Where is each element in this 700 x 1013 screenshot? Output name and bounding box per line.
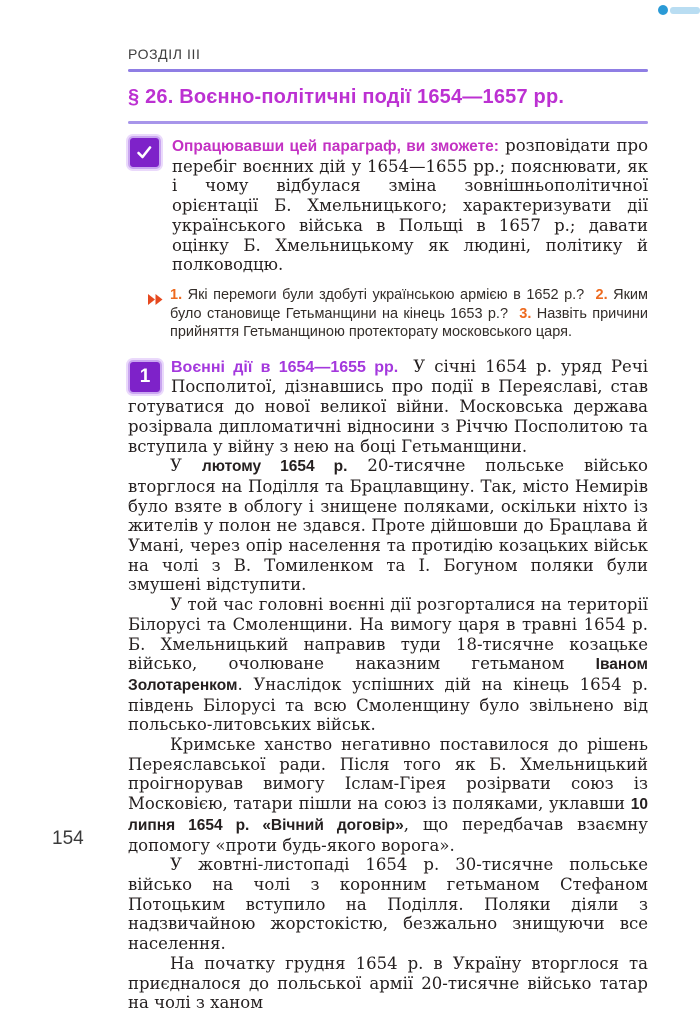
text-run: 20-тисячне польське військо вторглося на Поділля та Брацлавщину. Так, місто Немирів було взяте в облогу і знищене поляками, оскільки ніхто із жителів у полон не здався. Проте дійшовши до Брацлава й Умані, через опір населення та протидію козацьких військ на чолі з В. Томиленком та І. Богуном поляки були змушені відступити. <box>128 456 648 595</box>
body-paragraph <box>128 456 648 595</box>
questions-text <box>170 286 648 342</box>
checkmark-icon <box>128 136 161 169</box>
review-questions-block <box>148 286 648 342</box>
text-run: У той час головні воєнні дії розгорталися на території Білорусі та Смоленщини. На вимогу царя в травні 1654 р. Б. Хмельницький направив туди 18-тисячне козацьке військо, очолюване наказним гетьманом <box>128 595 648 674</box>
section-number: 1 <box>139 365 151 387</box>
divider-title <box>128 121 648 124</box>
text-run: , що передбачав взаємну допомогу «проти будь-якого ворога». <box>128 814 648 855</box>
question-text: Назвіть причини прийняття Гетьманщиною протекторату московського царя. <box>170 305 649 341</box>
bold-term: лютому 1654 р. <box>201 458 348 476</box>
section-1 <box>128 357 648 1013</box>
question-number: 2. <box>595 286 614 303</box>
chapter-label: РОЗДІЛ III <box>128 46 201 62</box>
page-number: 154 <box>52 828 84 849</box>
section-number-badge <box>128 360 162 394</box>
objectives-lead: Опрацювавши цей параграф, ви зможете: <box>172 138 499 155</box>
publisher-logo-icon <box>658 5 668 15</box>
text-run: На початку грудня 1654 р. в Україну вторглося та приєдналося до польської армії 20-тисячне військо татар на чолі з ханом <box>128 953 648 1013</box>
divider-top <box>128 69 648 72</box>
text-run: У жовтні-листопаді 1654 р. 30-тисячне польське військо на чолі з коронним гетьманом Стефаном Потоцьким вступило на Поділля. Поляки діяли з надзвичайною жорстокістю, безжально знищуючи все населення. <box>128 855 648 954</box>
text-run: . Унаслідок успішних дій на кінець 1654 р. південь Білорусі та всю Смоленщину було звільнено від польсько-литовських військ. <box>128 674 648 735</box>
body-paragraph <box>128 954 648 1013</box>
body-paragraph <box>128 595 648 735</box>
body-paragraph <box>128 735 648 855</box>
section-intro-paragraph <box>128 357 648 457</box>
question-number: 3. <box>519 305 537 322</box>
body-paragraphs <box>128 456 648 1013</box>
objectives-block <box>128 136 648 275</box>
bold-term: Іваном Золотаренком <box>128 656 648 694</box>
question-text: Які перемоги були здобуті українською армією в 1652 р.? <box>187 286 585 303</box>
objectives-body: розповідати про перебіг воєнних дій у 1654—1655 рр.; пояснювати, як і чому відбулася зміна зовнішньополітичної орієнтації Б. Хмельницького; характеризувати дії українського війська в Польщі в 1657 р.; давати оцінку Б. Хмельницькому як людині, політику й полководцю. <box>172 136 648 275</box>
section-heading: Воєнні дії в 1654—1655 рр. <box>171 358 399 376</box>
text-run: У січні 1654 р. уряд Речі Посполитої, дізнавшись про події в Переяславі, став готуватися до нової великої війни. Московська держава розірвала дипломатичні відносини з Річчю Посполитою та вступила у війну з нею на боці Гетьманщини. <box>128 356 649 456</box>
text-run: Кримське ханство негативно поставилося до рішень Переяславської ради. Після того як Б. Хмельницький проігнорував вимогу Іслам-Гірея розірвати союз із Московією, татари пішли на союз із поляками, уклавши <box>128 735 648 814</box>
question-number: 1. <box>170 286 188 303</box>
page-title: § 26. Воєнно-політичні події 1654—1657 рр. <box>128 86 565 108</box>
publisher-logo-text <box>670 7 700 14</box>
objectives-paragraph <box>172 136 648 275</box>
question-text: Яким було становище Гетьманщини на кінець 1653 р.? <box>170 286 648 322</box>
double-arrow-icon <box>148 290 163 342</box>
body-paragraph <box>128 855 648 954</box>
page-content <box>128 46 648 1013</box>
bold-term: 10 липня 1654 р. «Вічний договір» <box>128 796 648 834</box>
publisher-watermark <box>658 5 700 15</box>
text-run: У <box>170 456 202 476</box>
